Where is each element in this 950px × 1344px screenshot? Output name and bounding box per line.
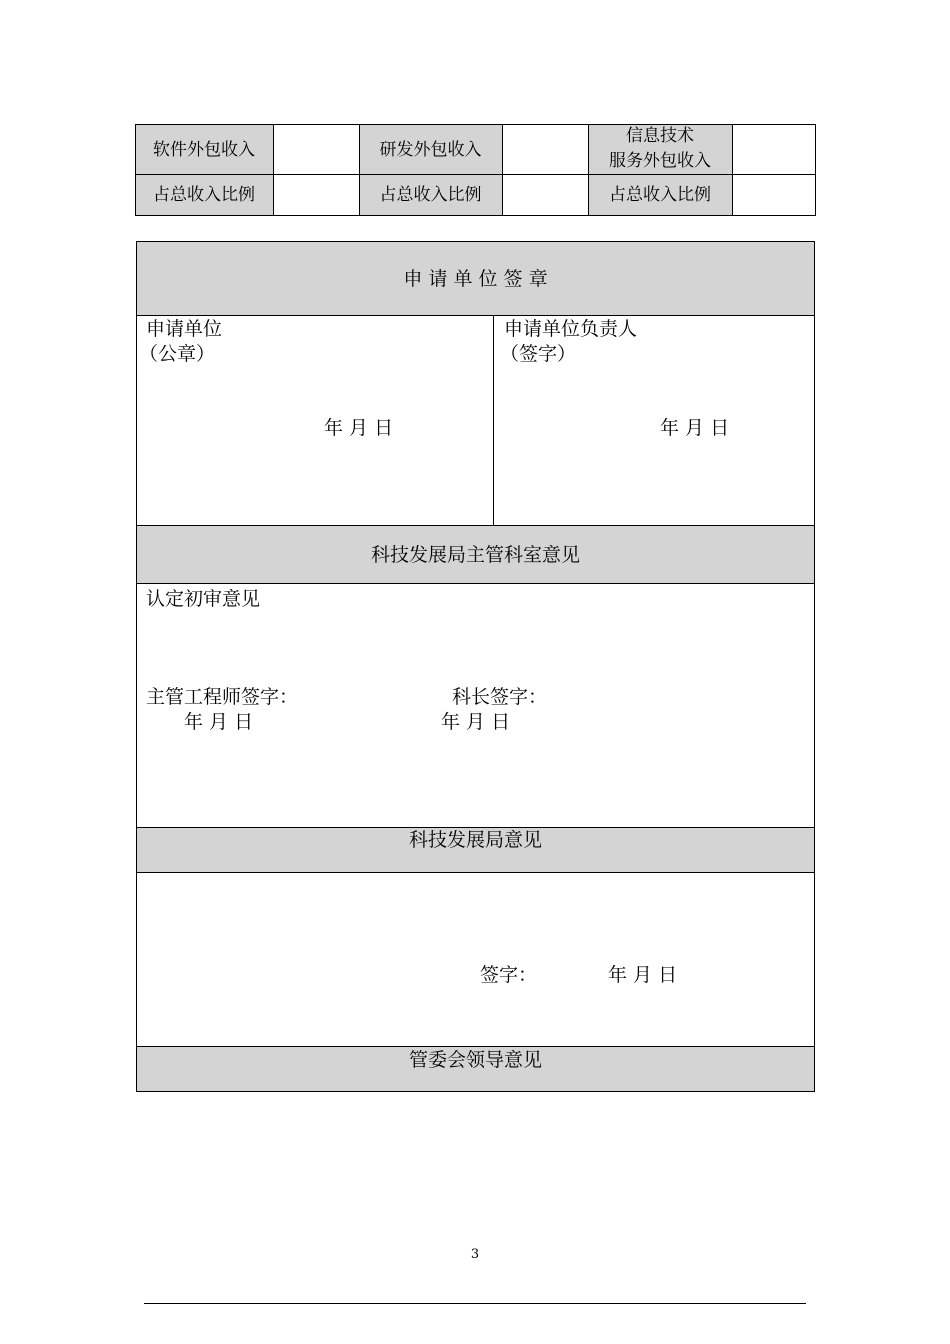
table-border (493, 315, 494, 526)
committee-section-header: 管委会领导意见 (408, 1049, 542, 1071)
bureau-section-header: 科技发展局意见 (408, 829, 542, 851)
table-border (136, 827, 815, 828)
page-number: 3 (470, 1247, 480, 1262)
table-border (588, 124, 589, 216)
software-income-value-cell[interactable] (273, 124, 359, 174)
ratio-label: 占总收入比例 (609, 185, 711, 205)
income-table (135, 124, 816, 216)
software-ratio-value-cell[interactable] (273, 174, 359, 216)
applicant-unit-date[interactable]: 年 月 日 (324, 417, 394, 439)
bureau-signature-label[interactable]: 签字： (480, 964, 538, 986)
rd-income-value-cell[interactable] (502, 124, 588, 174)
table-border (136, 872, 815, 873)
applicant-unit-title: 申请单位 (146, 318, 223, 340)
applicant-head-sign-note: （签字） (500, 343, 577, 365)
dept-section-header: 科技发展局主管科室意见 (370, 544, 580, 566)
table-border (135, 174, 816, 175)
table-border (135, 124, 136, 216)
preliminary-opinion-label: 认定初审意见 (146, 588, 261, 610)
table-border (136, 525, 815, 526)
footer-rule (144, 1303, 806, 1304)
ratio-label: 占总收入比例 (153, 185, 255, 205)
it-ratio-value-cell[interactable] (732, 174, 816, 216)
software-outsourcing-label: 软件外包收入 (153, 140, 255, 160)
engineer-signature-label[interactable]: 主管工程师签字： (146, 686, 299, 708)
rd-outsourcing-label: 研发外包收入 (379, 140, 482, 160)
chief-signature-label[interactable]: 科长签字： (452, 686, 548, 708)
it-income-value-cell[interactable] (732, 124, 816, 174)
it-service-label-line2: 服务外包收入 (609, 151, 711, 171)
table-border (135, 215, 816, 216)
table-border (814, 241, 815, 1092)
table-border (732, 124, 733, 216)
rd-ratio-value-cell[interactable] (502, 174, 588, 216)
bureau-signature-date[interactable]: 年 月 日 (608, 964, 678, 986)
table-border (359, 124, 360, 216)
table-border (136, 583, 815, 584)
chief-signature-date[interactable]: 年 月 日 (441, 711, 511, 733)
table-border (136, 241, 815, 242)
engineer-signature-date[interactable]: 年 月 日 (184, 711, 254, 733)
table-border (136, 241, 137, 1092)
table-border (273, 124, 274, 216)
approval-table (136, 241, 815, 1092)
table-border (135, 124, 816, 125)
table-border (136, 1046, 815, 1047)
applicant-head-date[interactable]: 年 月 日 (660, 417, 730, 439)
applicant-head-title: 申请单位负责人 (504, 318, 638, 340)
table-border (136, 1091, 815, 1092)
table-border (815, 124, 816, 216)
table-border (502, 124, 503, 216)
it-service-label-line1: 信息技术 (626, 126, 694, 146)
ratio-label: 占总收入比例 (379, 185, 482, 205)
table-border (136, 315, 815, 316)
applicant-unit-seal-note: （公章） (139, 343, 216, 365)
sign-section-header: 申 请 单 位 签 章 (403, 268, 548, 290)
